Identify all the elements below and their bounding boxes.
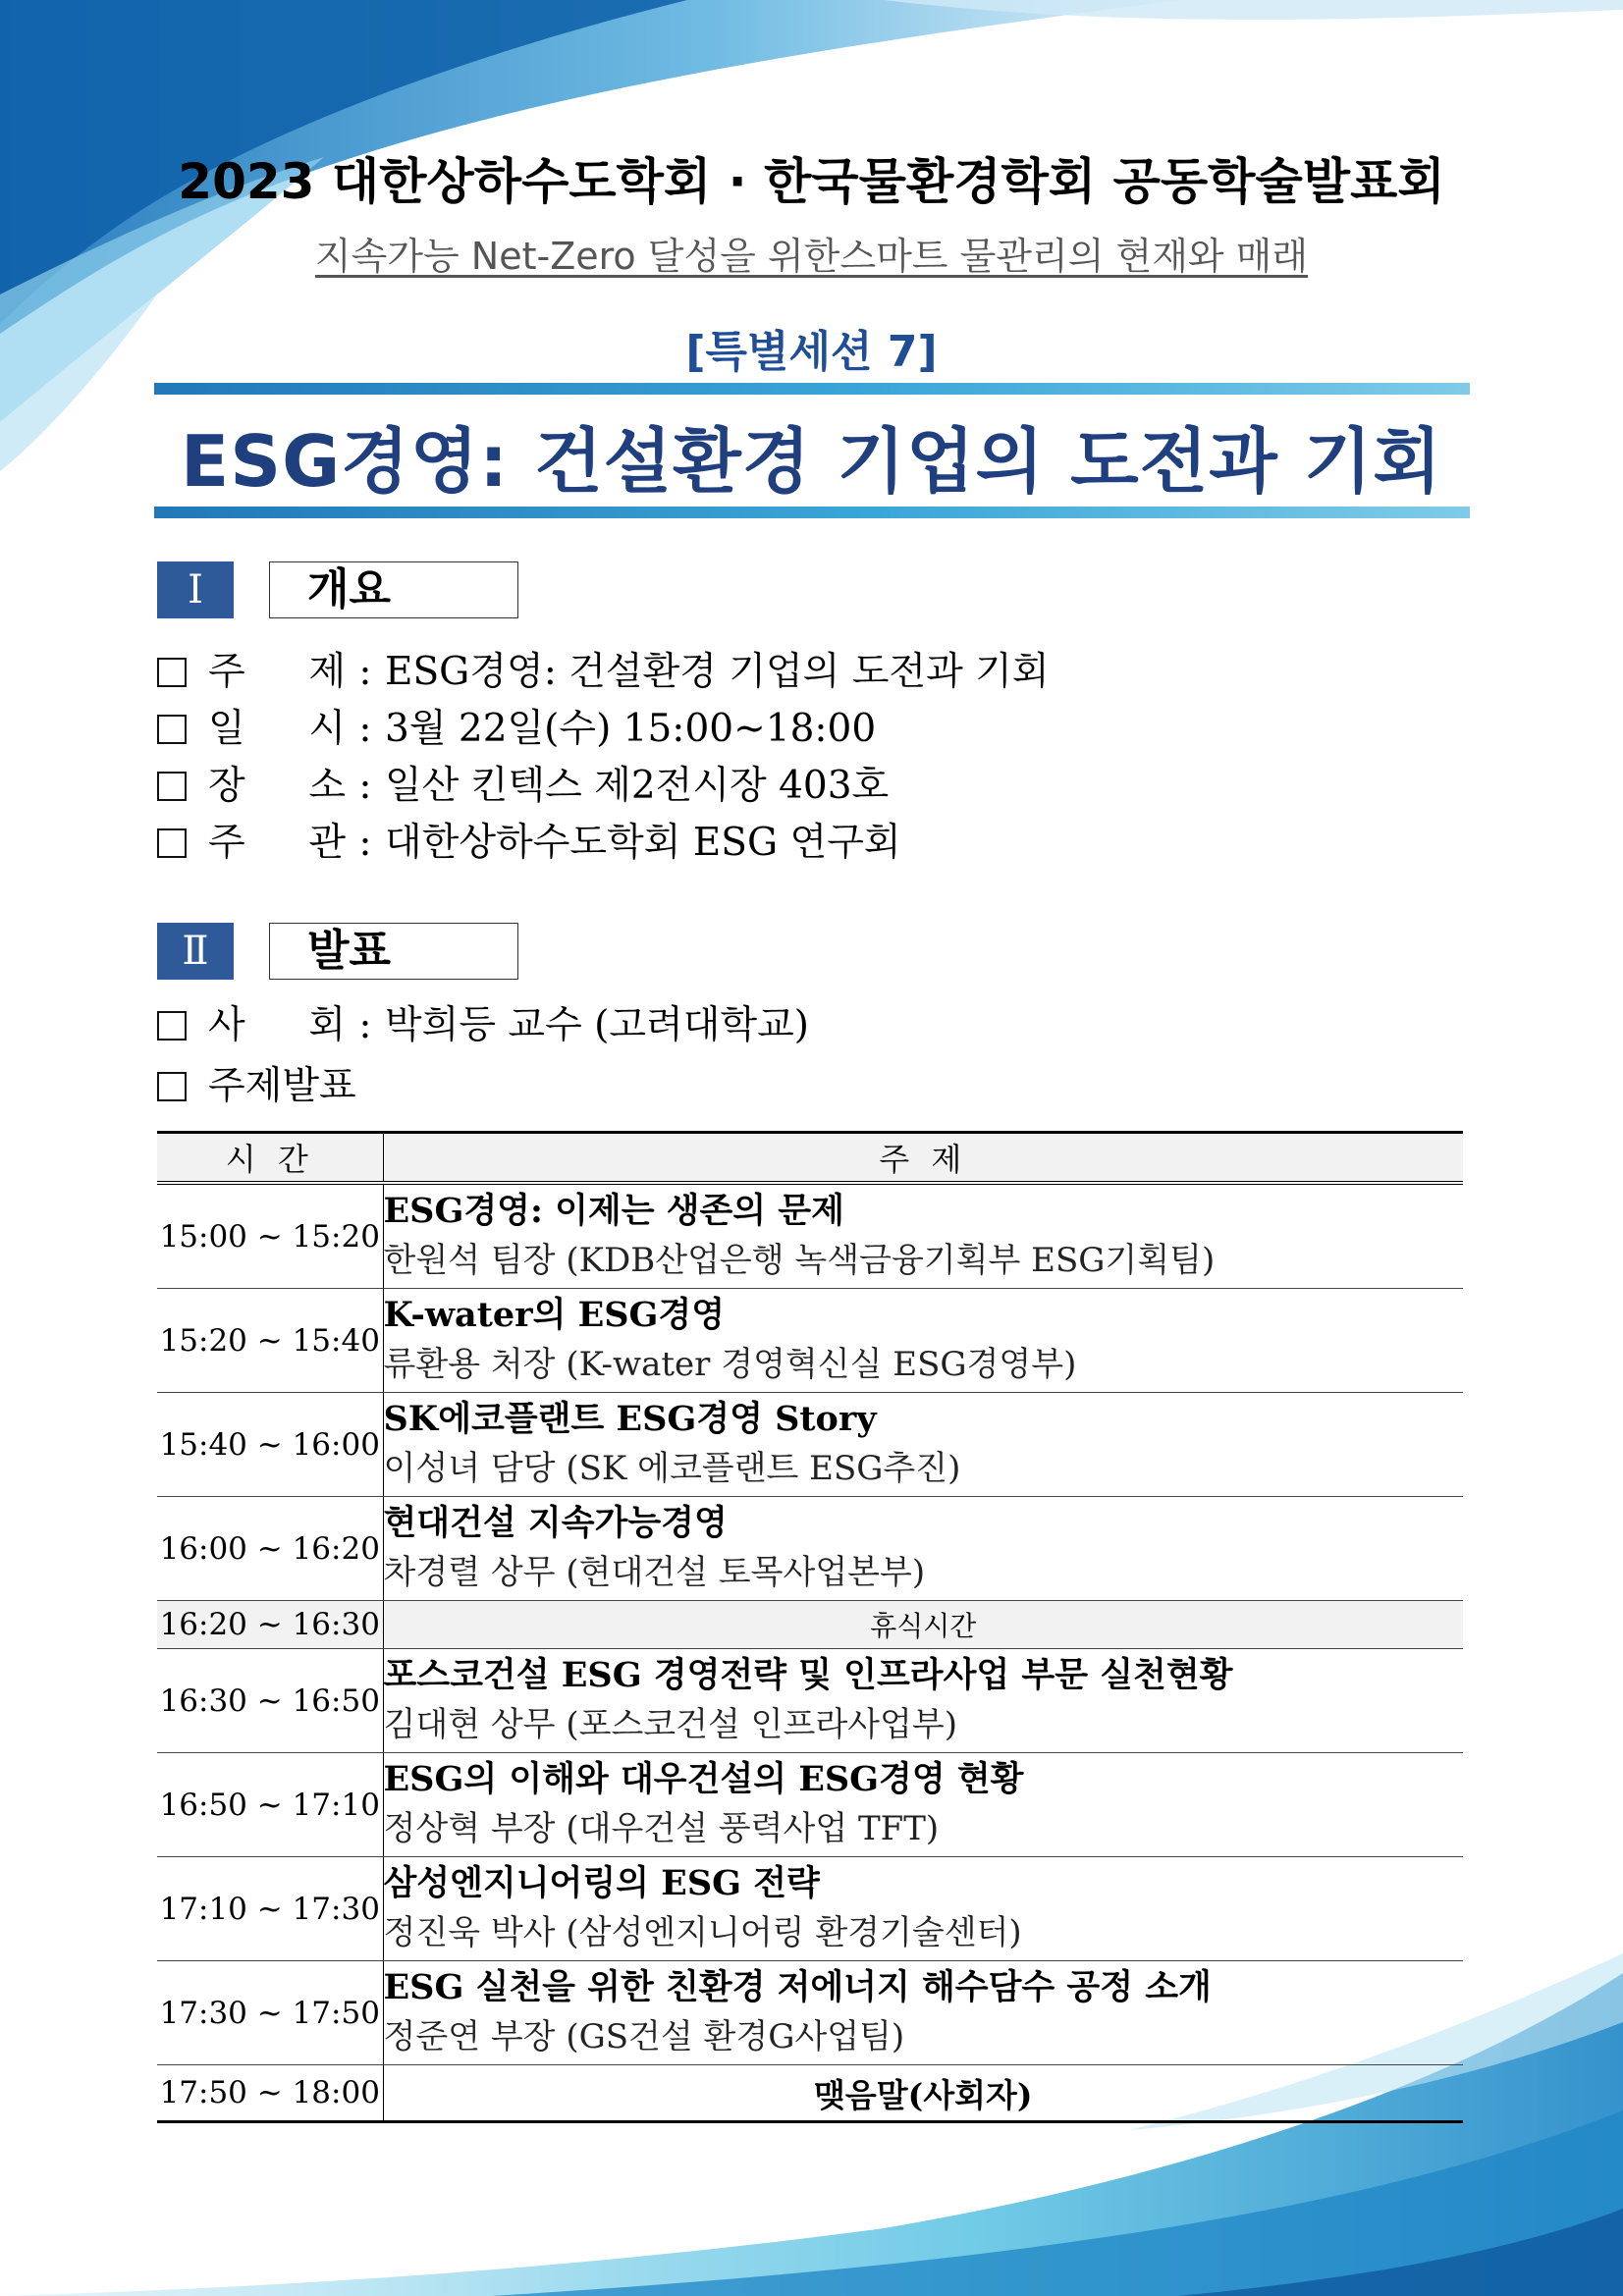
row-topic xyxy=(383,1497,1463,1601)
row-time: 16:30 ~ 16:50 xyxy=(157,1649,383,1753)
checkbox-icon xyxy=(157,715,187,744)
info-colon: : xyxy=(358,764,372,808)
presentation-title: 삼성엔지니어링의 ESG 전략 xyxy=(383,1862,820,1903)
presentation-title: 현대건설 지속가능경영 xyxy=(383,1502,728,1543)
presentation-speaker: 이성녀 담당 (SK 에코플랜트 ESG추진) xyxy=(383,1448,961,1488)
table-header-row xyxy=(157,1133,1463,1184)
info-value: ESG경영: 건설환경 기업의 도전과 기회 xyxy=(385,650,1050,694)
section-2-title: 발표 xyxy=(269,923,518,980)
section-1-number: Ⅰ xyxy=(157,561,234,618)
info-label: 사 회 xyxy=(208,1003,346,1047)
presentation-speaker: 차경렬 상무 (현대건설 토목사업본부) xyxy=(383,1552,926,1592)
info-presentations xyxy=(157,1062,356,1111)
title-bar-top xyxy=(154,383,1470,395)
header-topic: 주 제 xyxy=(383,1133,1463,1184)
table-row xyxy=(157,1649,1463,1753)
row-topic xyxy=(383,1183,1463,1289)
presentation-title: SK에코플랜트 ESG경영 Story xyxy=(383,1398,877,1439)
info-colon: : xyxy=(358,821,372,865)
info-venue xyxy=(157,762,889,811)
row-time: 16:20 ~ 16:30 xyxy=(157,1601,383,1649)
presentation-title: K-water의 ESG경영 xyxy=(383,1294,726,1335)
presentation-speaker: 김대현 상무 (포스코건설 인프라사업부) xyxy=(383,1704,957,1744)
break-row xyxy=(157,1601,1463,1649)
table-row xyxy=(157,1857,1463,1961)
info-moderator xyxy=(157,1001,809,1050)
info-value: 대한상하수도학회 ESG 연구회 xyxy=(385,821,901,865)
info-label: 주 제 xyxy=(208,650,346,694)
row-topic xyxy=(383,1289,1463,1393)
info-label: 일 시 xyxy=(208,707,346,751)
row-time: 15:00 ~ 15:20 xyxy=(157,1183,383,1289)
table-row xyxy=(157,1961,1463,2065)
presentation-speaker: 정준연 부장 (GS건설 환경G사업팀) xyxy=(383,2016,905,2056)
row-time: 17:50 ~ 18:00 xyxy=(157,2065,383,2122)
section-1-title: 개요 xyxy=(269,561,518,618)
session-label: [특별세션 7] xyxy=(685,327,938,377)
presentation-title: ESG 실천을 위한 친환경 저에너지 해수담수 공정 소개 xyxy=(383,1966,1212,2007)
closing-row xyxy=(157,2065,1463,2122)
presentation-speaker: 정진욱 박사 (삼성엔지니어링 환경기술센터) xyxy=(383,1912,1022,1952)
row-topic xyxy=(383,1857,1463,1961)
checkbox-icon xyxy=(157,828,187,858)
checkbox-icon xyxy=(157,1011,187,1041)
info-value: 일산 킨텍스 제2전시장 403호 xyxy=(385,764,890,808)
info-host xyxy=(157,819,901,868)
checkbox-icon xyxy=(157,772,187,801)
row-topic xyxy=(383,1961,1463,2065)
table-row xyxy=(157,1753,1463,1857)
info-colon: : xyxy=(358,707,372,751)
row-topic xyxy=(383,1753,1463,1857)
table-row xyxy=(157,1497,1463,1601)
row-time: 15:40 ~ 16:00 xyxy=(157,1393,383,1497)
info-label: 주 관 xyxy=(208,821,346,865)
info-topic xyxy=(157,648,1050,697)
title-bar-bottom xyxy=(154,507,1470,518)
row-time: 17:30 ~ 17:50 xyxy=(157,1961,383,2065)
break-label: 휴식시간 xyxy=(383,1601,1463,1649)
row-time: 16:50 ~ 17:10 xyxy=(157,1753,383,1857)
header-time: 시 간 xyxy=(157,1133,383,1184)
presentation-title: ESG의 이해와 대우건설의 ESG경영 현황 xyxy=(383,1758,1024,1799)
presentation-speaker: 류환용 처장 (K-water 경영혁신실 ESG경영부) xyxy=(383,1344,1077,1384)
row-time: 15:20 ~ 15:40 xyxy=(157,1289,383,1393)
info-colon: : xyxy=(358,650,372,694)
info-value: 3월 22일(수) 15:00~18:00 xyxy=(385,707,877,751)
checkbox-icon xyxy=(157,658,187,687)
info-colon: : xyxy=(358,1003,372,1047)
presentation-title: 포스코건설 ESG 경영전략 및 인프라사업 부문 실천현황 xyxy=(383,1654,1233,1695)
row-time: 16:00 ~ 16:20 xyxy=(157,1497,383,1601)
presentation-speaker: 한원석 팀장 (KDB산업은행 녹색금융기획부 ESG기획팀) xyxy=(383,1240,1216,1280)
presentation-speaker: 정상혁 부장 (대우건설 풍력사업 TFT) xyxy=(383,1808,940,1848)
row-time: 17:10 ~ 17:30 xyxy=(157,1857,383,1961)
info-label: 주제발표 xyxy=(208,1064,356,1108)
table-row xyxy=(157,1393,1463,1497)
conference-title: 2023 대한상하수도학회 · 한국물환경학회 공동학술발표회 xyxy=(178,153,1445,210)
table-row xyxy=(157,1289,1463,1393)
schedule-table xyxy=(157,1131,1463,2123)
table-row xyxy=(157,1183,1463,1289)
session-title: ESG경영: 건설환경 기업의 도전과 기회 xyxy=(181,420,1442,503)
info-value: 박희등 교수 (고려대학교) xyxy=(385,1003,809,1047)
section-2-number: Ⅱ xyxy=(157,923,234,980)
conference-subtitle: 지속가능 Net-Zero 달성을 위한스마트 물관리의 현재와 매래 xyxy=(314,235,1309,278)
row-topic xyxy=(383,1649,1463,1753)
presentation-title: ESG경영: 이제는 생존의 문제 xyxy=(383,1190,844,1231)
info-label: 장 소 xyxy=(208,764,346,808)
closing-label: 맺음말(사회자) xyxy=(383,2065,1463,2122)
row-topic xyxy=(383,1393,1463,1497)
checkbox-icon xyxy=(157,1072,187,1101)
info-datetime xyxy=(157,705,876,754)
